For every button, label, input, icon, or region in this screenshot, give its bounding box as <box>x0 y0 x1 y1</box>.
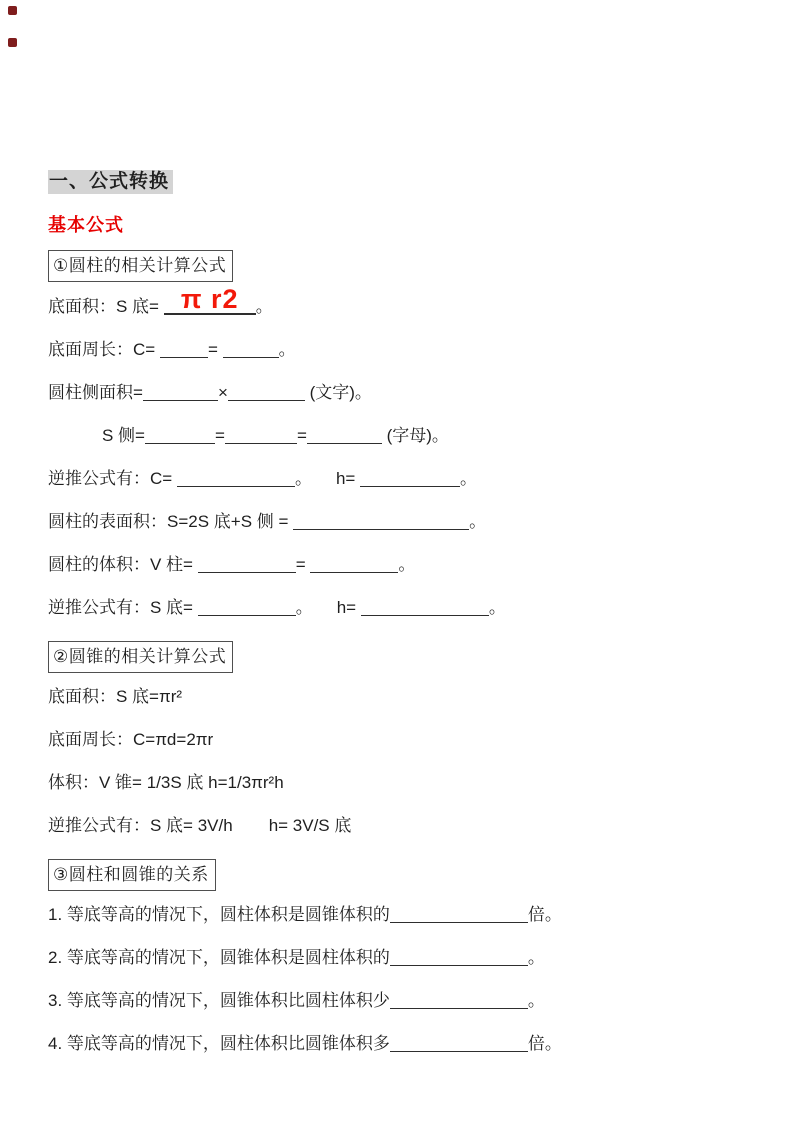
blank-field <box>160 340 208 358</box>
formula-line <box>48 948 745 968</box>
formula-line <box>48 905 745 925</box>
blank-field <box>198 555 296 573</box>
page-title <box>48 170 745 194</box>
text-segment: × <box>217 383 228 402</box>
section-3 <box>48 859 745 1054</box>
box-heading: ②圆锥的相关计算公式 <box>48 641 233 673</box>
box-heading: ③圆柱和圆锥的关系 <box>48 859 216 891</box>
section-2 <box>48 641 745 836</box>
text-segment: 。 <box>460 469 478 488</box>
formula-line <box>48 512 745 532</box>
text-segment: 。 <box>527 948 545 967</box>
text-segment: (文字)。 <box>304 383 372 402</box>
blank-field <box>390 991 528 1009</box>
blank-field <box>310 555 398 573</box>
blank-field <box>390 1034 528 1052</box>
formula-line <box>48 426 745 446</box>
formula-line <box>48 991 745 1011</box>
formula-line <box>48 816 745 836</box>
formula-line <box>48 383 745 403</box>
text-segment: 体积：V 锥= 1/3S 底 h=1/3πr²h <box>48 773 284 792</box>
formula-line <box>48 687 745 707</box>
text-segment: 。 <box>527 991 545 1010</box>
text-segment: 底面积：S 底=πr² <box>48 687 183 706</box>
box-heading: ①圆柱的相关计算公式 <box>48 250 233 282</box>
blank-field <box>293 512 469 530</box>
text-segment: 圆柱侧面积= <box>48 383 143 402</box>
blank-field <box>361 598 489 616</box>
text-segment: 。 <box>398 555 416 574</box>
formula-line <box>48 469 745 489</box>
blank-field <box>360 469 460 487</box>
text-segment: (字母)。 <box>381 426 449 445</box>
blank-field <box>145 426 215 444</box>
text-segment: 。 <box>255 297 273 316</box>
text-segment: 1. 等底等高的情况下，圆柱体积是圆锥体积的 <box>48 905 390 924</box>
text-segment: h= 3V/S 底 <box>268 816 352 835</box>
text-segment: 4. 等底等高的情况下，圆柱体积比圆锥体积多 <box>48 1034 390 1053</box>
text-segment: 倍。 <box>527 905 562 924</box>
text-segment: = <box>207 340 223 359</box>
handwritten-answer: π r2 <box>180 284 239 314</box>
blank-field <box>390 905 528 923</box>
sections-container <box>48 250 745 1054</box>
text-segment: 。 <box>469 512 487 531</box>
text-segment: 。 <box>294 469 312 488</box>
text-segment: S 侧= <box>102 426 145 445</box>
blank-field <box>177 469 295 487</box>
text-segment: 3. 等底等高的情况下，圆锥体积比圆柱体积少 <box>48 991 390 1010</box>
text-segment: 底面周长：C= <box>48 340 160 359</box>
blank-field <box>143 383 218 401</box>
formula-line <box>48 555 745 575</box>
text-segment: = <box>295 555 311 574</box>
text-segment: 2. 等底等高的情况下，圆锥体积是圆柱体积的 <box>48 948 390 967</box>
highlighted-title-text: 一、公式转换 <box>48 170 173 194</box>
text-segment: 。 <box>488 598 506 617</box>
text-segment: 底面积：S 底= <box>48 297 164 316</box>
formula-line <box>48 730 745 750</box>
blank-field <box>225 426 297 444</box>
text-segment: 倍。 <box>527 1034 562 1053</box>
formula-line <box>48 1034 745 1054</box>
formula-line <box>48 340 745 360</box>
formula-line <box>48 598 745 618</box>
formula-line <box>48 284 745 317</box>
text-segment: = <box>215 426 225 445</box>
subtitle-basic-formulas: 基本公式 <box>48 215 124 235</box>
blank-field <box>228 383 305 401</box>
blank-field <box>390 948 528 966</box>
text-segment: 逆推公式有：S 底= <box>48 598 198 617</box>
text-segment: 逆推公式有：C= <box>48 469 177 488</box>
red-placeholder-icon <box>8 38 17 47</box>
text-segment: 。 <box>278 340 296 359</box>
blank-field <box>198 598 296 616</box>
text-segment: = <box>296 426 307 445</box>
text-segment: h= <box>335 469 361 488</box>
section-1 <box>48 250 745 618</box>
text-segment: 底面周长：C=πd=2πr <box>48 730 214 749</box>
text-segment: 。 <box>295 598 313 617</box>
blank-field <box>307 426 382 444</box>
text-segment: 逆推公式有：S 底= 3V/h <box>48 816 233 835</box>
text-segment: 圆柱的表面积：S=2S 底+S 侧 = <box>48 512 294 531</box>
text-segment: h= <box>336 598 361 617</box>
answer-blank-field <box>164 284 256 315</box>
formula-line <box>48 773 745 793</box>
blank-field <box>223 340 279 358</box>
red-placeholder-icon <box>8 6 17 15</box>
text-segment: 圆柱的体积：V 柱= <box>48 555 198 574</box>
